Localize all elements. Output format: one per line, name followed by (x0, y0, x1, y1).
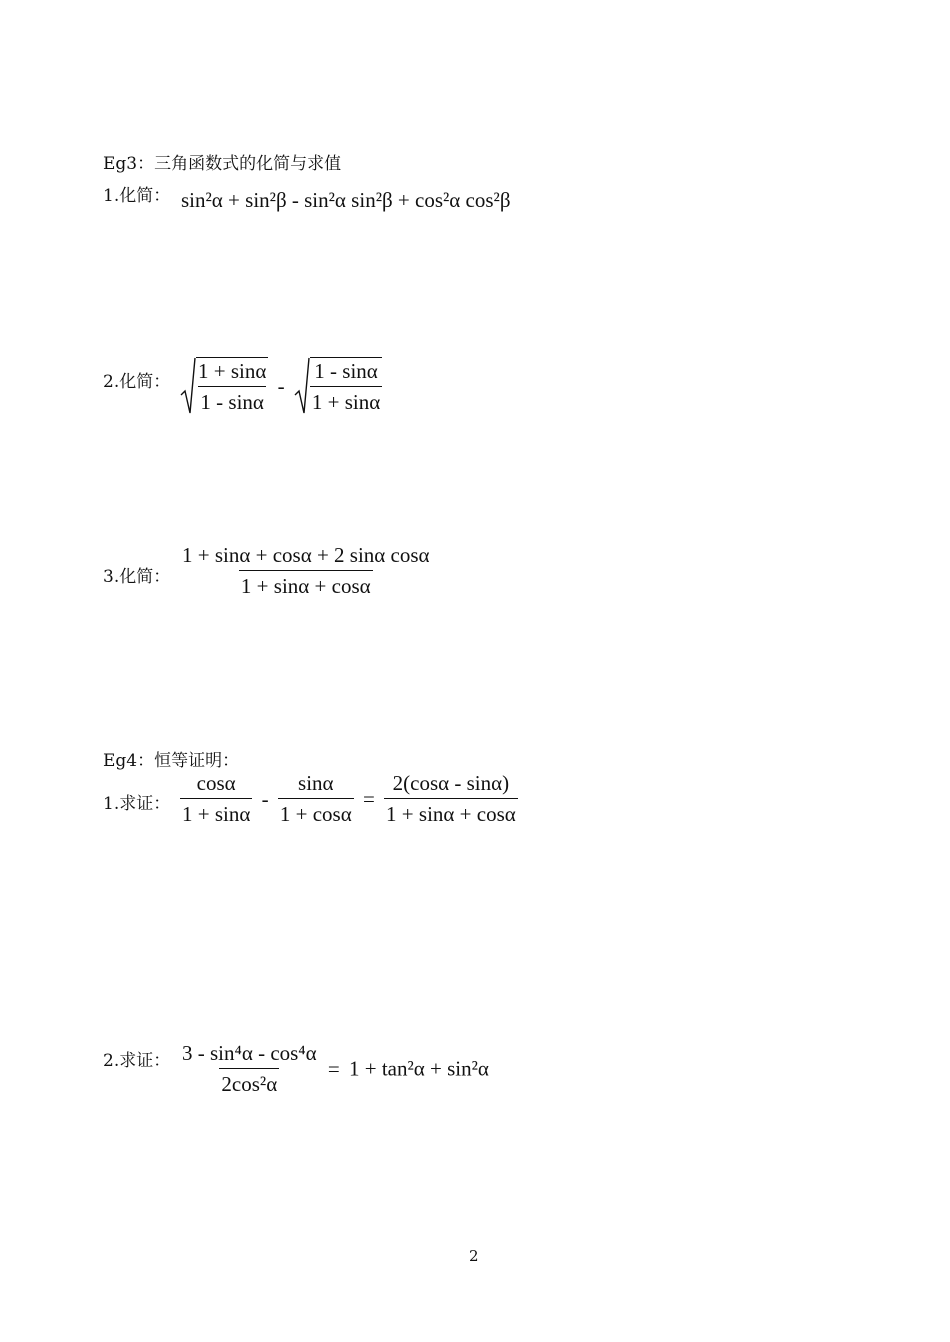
equals-operator: = (327, 1056, 340, 1081)
page-number: 2 (469, 1247, 479, 1265)
radical-1-denominator: 1 - sinα (198, 386, 266, 413)
eg3-q3-denominator: 1 + sinα + cosα (239, 570, 373, 597)
eg3-q3-label: 3.化简： (103, 567, 171, 587)
eg4-q1-rhs-fraction (384, 773, 518, 825)
eg3-q1-label: 1.化简： (103, 186, 171, 206)
eg4-q1-fraction-1-numerator: cosα (196, 771, 236, 795)
eg4-q2-expression (180, 1043, 489, 1095)
eg4-q2-rhs: 1 + tan²α + sin²α (348, 1056, 489, 1081)
eg3-q3-fraction (180, 545, 432, 597)
eg4-q2-label: 2.求证： (103, 1051, 171, 1071)
radical-1-fraction (196, 361, 268, 413)
eg4-q2-lhs-denominator: 2cos²α (219, 1068, 279, 1095)
eg4-q1-rhs-denominator: 1 + sinα + cosα (384, 798, 518, 825)
eg4-q1-fraction-1-denominator: 1 + sinα (180, 798, 252, 825)
radical-2-fraction (310, 361, 382, 413)
eg3-q3-numerator: 1 + sinα + cosα + 2 sinα cosα (182, 543, 430, 567)
eg4-q1-expression (180, 773, 518, 825)
radical-sign-icon (180, 357, 196, 415)
eg3-q1-expression: sin²α + sin²β - sin²α sin²β + cos²α cos²β (181, 188, 511, 212)
eg4-q1-fraction-1 (180, 773, 252, 825)
radical-sign-icon (294, 357, 310, 415)
eg4-q1-rhs-numerator: 2(cosα - sinα) (392, 771, 510, 795)
radical-1-numerator: 1 + sinα (198, 359, 267, 383)
minus-operator: - (277, 373, 285, 398)
eg4-q1-fraction-2-numerator: sinα (298, 771, 334, 795)
minus-operator: - (261, 786, 269, 811)
radical-2 (294, 357, 382, 415)
eg4-q1-label: 1.求证： (103, 794, 171, 814)
eg4-q1-fraction-2-denominator: 1 + cosα (278, 798, 354, 825)
eg4-q2-lhs-numerator: 3 - sin⁴α - cos⁴α (182, 1041, 317, 1065)
eg4-q2-lhs-fraction (180, 1043, 319, 1095)
eg4-heading: Eg4：恒等证明： (103, 751, 240, 771)
eg4-q1-fraction-2 (278, 773, 354, 825)
radical-2-denominator: 1 + sinα (310, 386, 382, 413)
eg3-heading: Eg3：三角函数式的化简与求值 (103, 154, 342, 174)
eg3-q2-label: 2.化简： (103, 372, 171, 392)
radical-2-numerator: 1 - sinα (314, 359, 378, 383)
equals-operator: = (362, 786, 375, 811)
eg3-q3-expression (180, 545, 432, 597)
radical-1 (180, 357, 268, 415)
eg3-q2-expression (180, 357, 382, 415)
